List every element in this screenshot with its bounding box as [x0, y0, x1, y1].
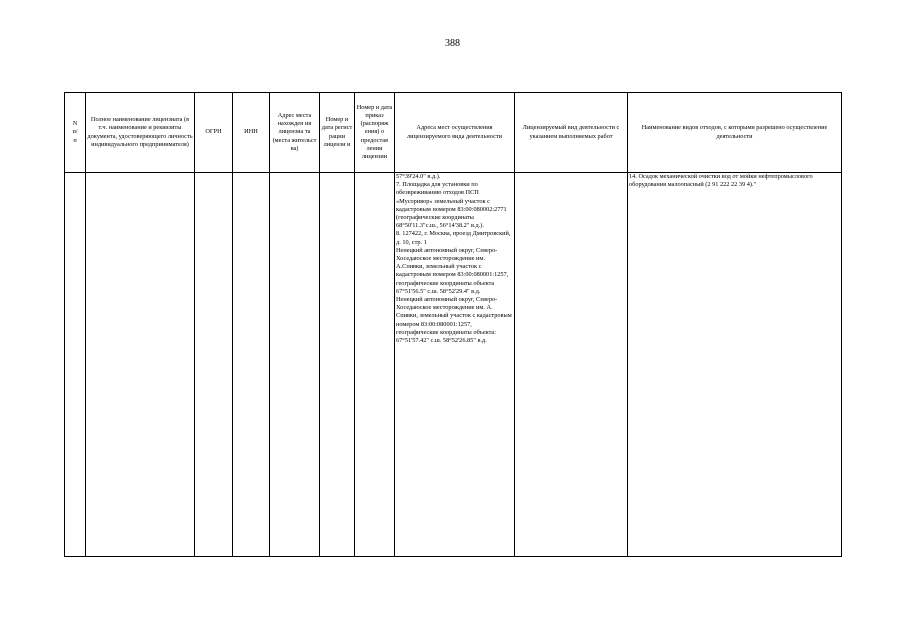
header-inn: ИНН: [233, 93, 270, 173]
header-registration: Номер и дата регист рации лицензи и: [320, 93, 355, 173]
cell-licensee-name: [86, 173, 195, 557]
cell-activity-type: [515, 173, 628, 557]
cell-inn: [233, 173, 270, 557]
header-licensee-address: Адрес места нахожден ия лицензиа та (места жительст ва): [270, 93, 320, 173]
header-order: Номер и дата приказ (распоряж ения) о предостав лении лицензии: [355, 93, 395, 173]
cell-number: [65, 173, 86, 557]
cell-registration: [320, 173, 355, 557]
header-activity-places: Адреса мест осуществления лицензируемого вида деятельности: [395, 93, 515, 173]
table-header-row: [65, 93, 842, 173]
header-licensee-name: Полное наименование лицензиата (в т.ч. наименование и реквизиты документа, удостоверяющего личность индивидуального предпринимателя): [86, 93, 195, 173]
cell-licensee-address: [270, 173, 320, 557]
cell-activity-places: 57°39'24.0" в.д.). 7. Площадка для установки по обезвреживанию отходов ПСП «Мусоривор» земельный участок с кадастровым номером 83:00:080002:2771 (географические координаты 68°50'11.3"с.ш., 56°14'38.2" в.д.). 8. 127422, г. Москва, проезд Дмитровский, д. 10, стр. 1 Ненецкий автономный округ, Северо-Хоседаюское месторождение им. А.Спивки, земельный участок с кадастровым номером 83:00:080001:1257, географические координаты объекта 67°51'56.5" с.ш. 58°52'29.4" в.д. Ненецкий автономный округ, Северо-Хоседаюское месторождение им. А. Спивки, земельный участок с кадастровым номером 83:00:080001:1257, географические координаты объекта: 67°51'57.42" с.ш. 58°52'26.85" в.д.: [395, 173, 515, 557]
cell-order: [355, 173, 395, 557]
header-number: N п/ п: [65, 93, 86, 173]
table-row: [65, 173, 842, 557]
header-activity-type: Лицензируемый вид деятельности с указанием выполняемых работ: [515, 93, 628, 173]
license-registry-table: [64, 92, 842, 557]
page-number: 388: [445, 38, 460, 49]
cell-waste-types: 14. Осадок механической очистки вод от мойки нефтепромыслового оборудования малоопасный (2 91 222 22 39 4).": [628, 173, 842, 557]
cell-ogrn: [195, 173, 233, 557]
header-ogrn: ОГРН: [195, 93, 233, 173]
header-waste-types: Наименование видов отходов, с которыми разрешено осуществление деятельности: [628, 93, 842, 173]
